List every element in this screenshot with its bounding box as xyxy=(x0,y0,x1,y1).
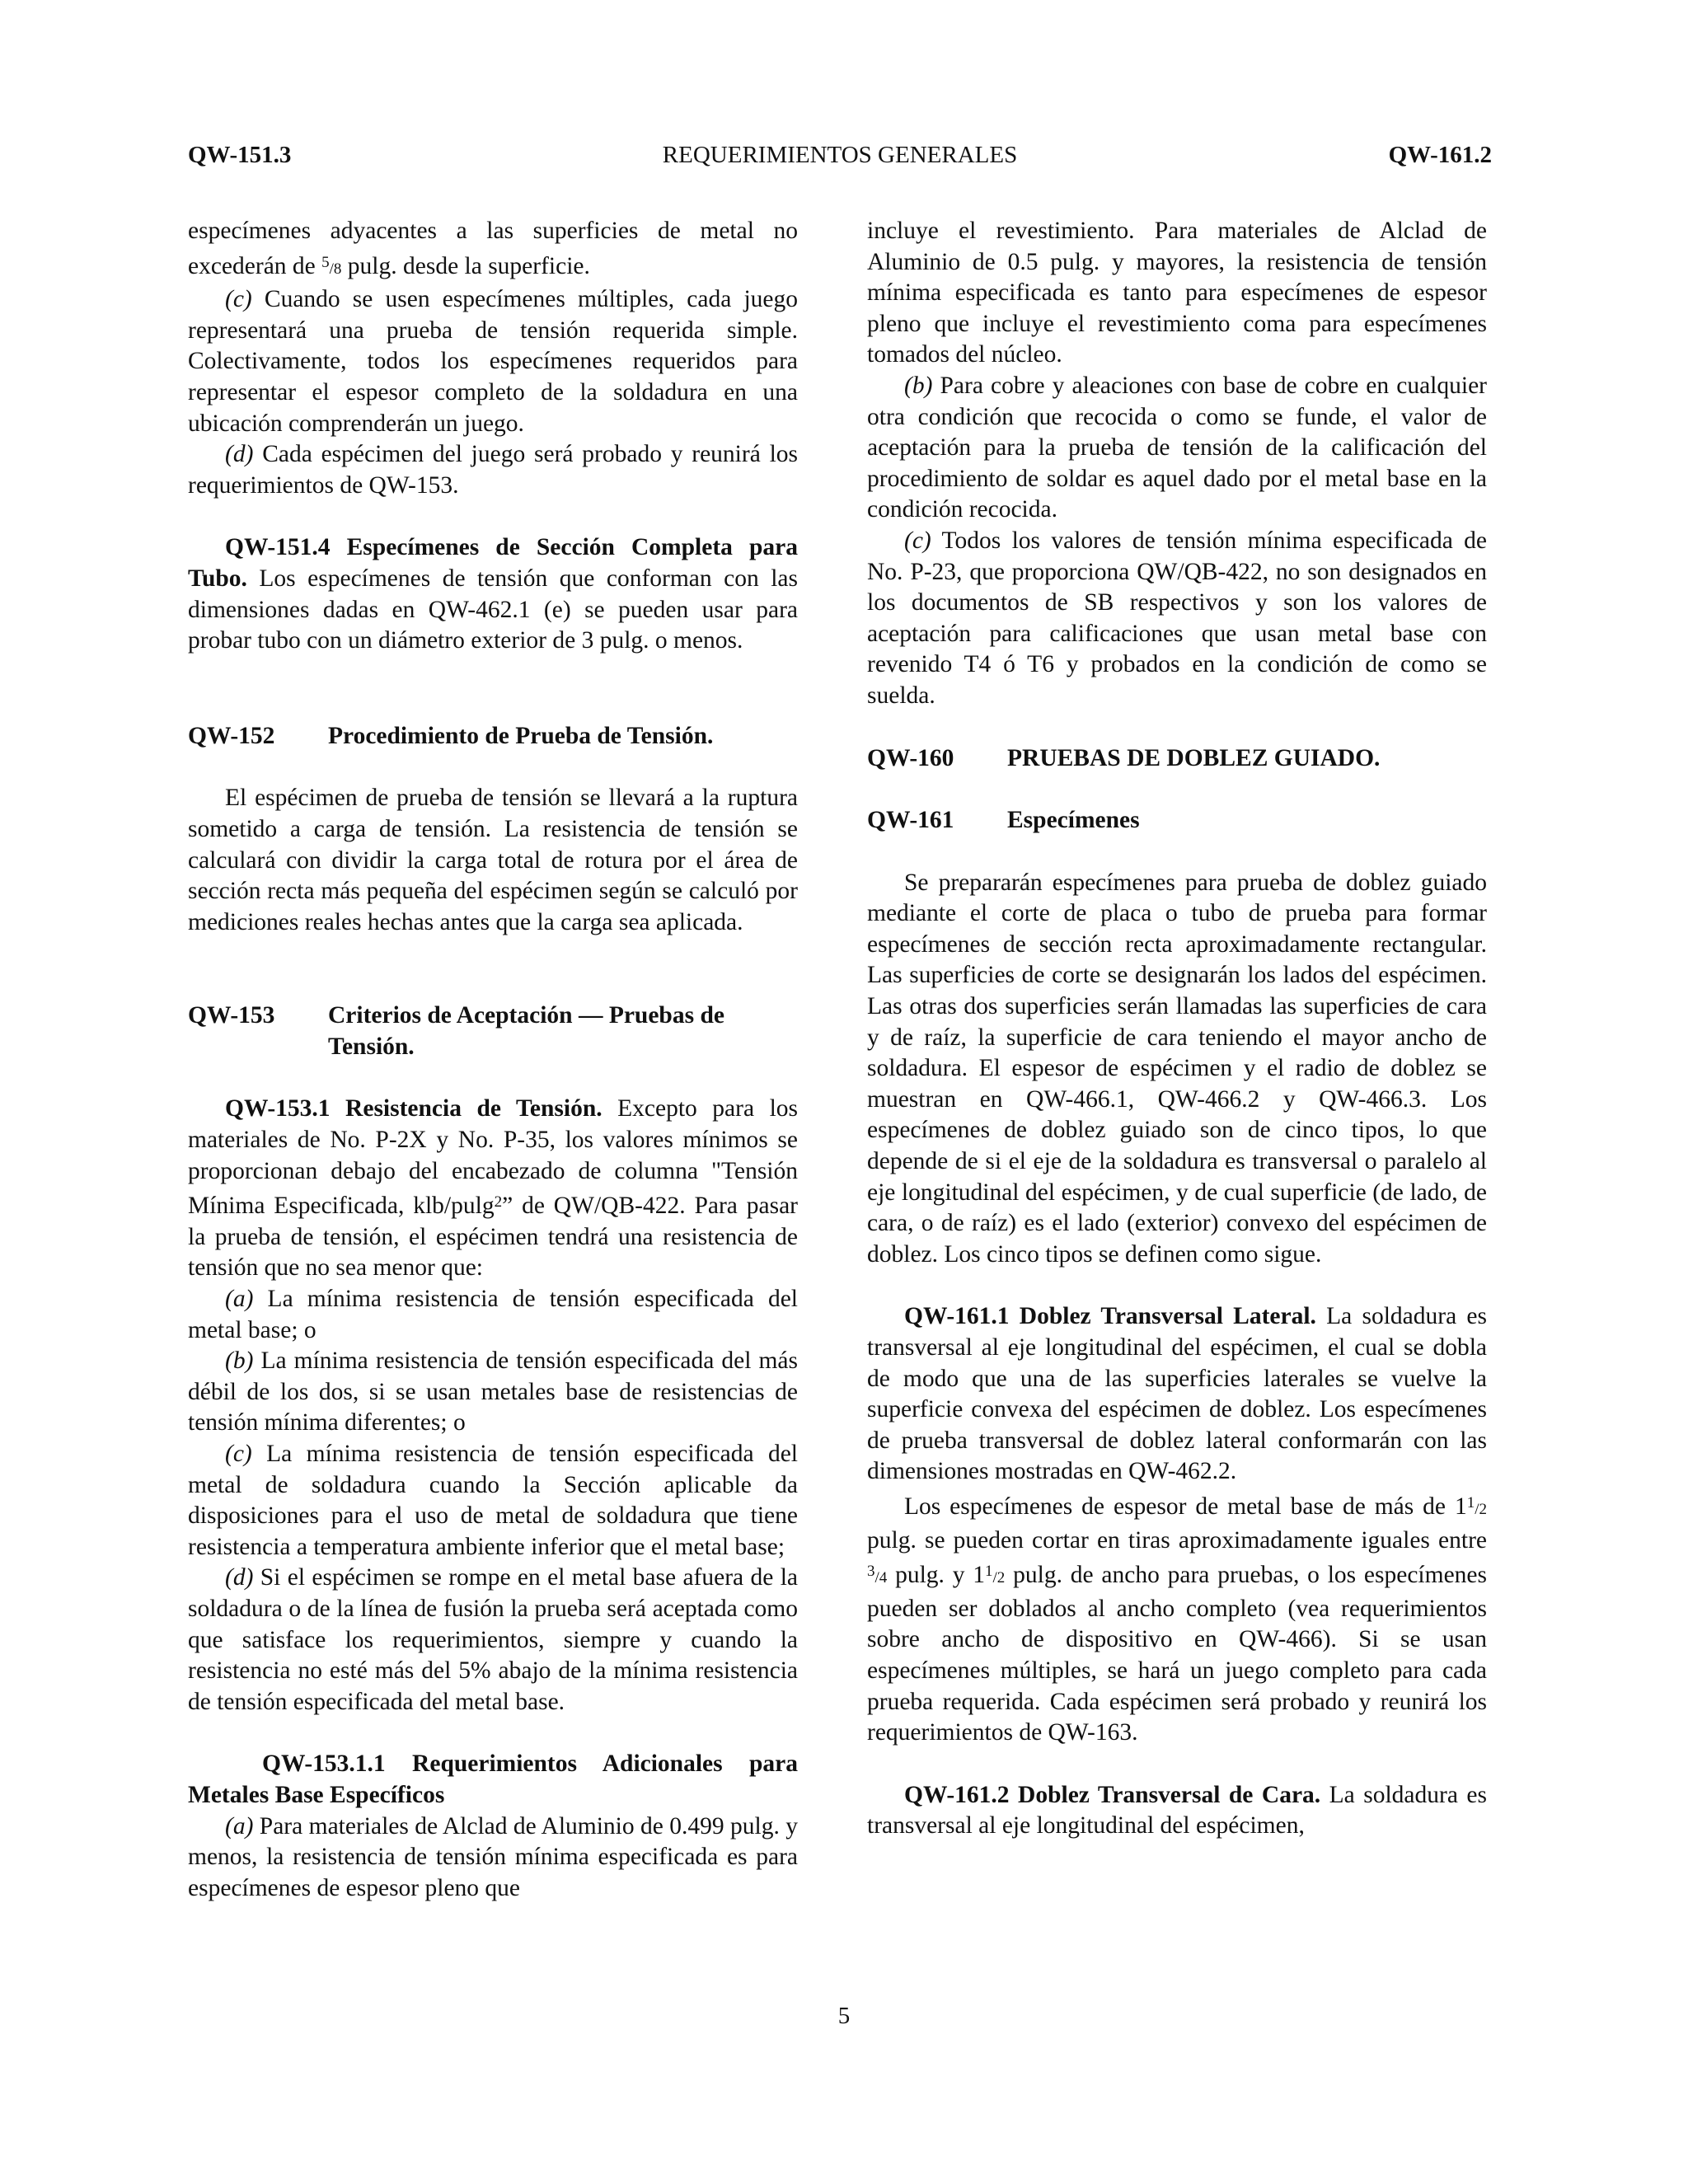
section-qw-161-text: Se prepararán especímenes para prueba de doblez guiado mediante el corte de placa o tubo de prueba para formar especímenes de sección recta aproximadamente rectangular. Las superficies de corte se designarán los lados del espécimen. Las otras dos superficies serán llamadas las superficies de cara y de raíz, la superficie de cara teniendo el mayor ancho de soldadura. El espesor de espécimen y el radio de doblez se muestran en QW-466.1, QW-466.2 y QW-466.3. Los especímenes de doblez guiado son de cinco tipos, lo que depende de si el eje de la soldadura es transversal o paralelo al eje longitudinal del espécimen, y de cual superficie (de lado, de cara, o de raíz) es el lado (exterior) convexo del espécimen de doblez. Los cinco tipos se definen como sigue. xyxy=(867,869,1487,1268)
paragraph-c: (c) Todos los valores de tensión mínima especificada de No. P-23, que proporciona QW/QB-422, no son designados en los documentos de SB respectivos y son los valores de aceptación para calificaciones que usan metal base con revenido T4 ó T6 y probados en la condición de como se suelda. xyxy=(867,527,1487,709)
criterion-a: (a) La mínima resistencia de tensión especificada del metal base; o xyxy=(188,1286,798,1343)
paragraph-d: (d) Cada espécimen del juego será probado y reunirá los requerimientos de QW-153. xyxy=(188,441,798,499)
section-qw-153-1: QW-153.1 Resistencia de Tensión. Excepto para los materiales de No. P-2X y No. P-35, los valores mínimos se proporcionan debajo del encabezado de columna "Tensión Mínima Especificada, klb/pulg$^2$” de QW/QB-422. Para pasar la prueba de tensión, el espécimen tendrá una resistencia de tensión que no sea menor que: xyxy=(188,1095,799,1282)
section-qw-152-text: El espécimen de prueba de tensión se llevará a la ruptura sometido a carga de tensión. La resistencia de tensión se calculará con dividir la carga total de rotura por el área de sección recta más pequeña del espécimen según se calculó por mediciones reales hechas antes que la carga sea aplicada. xyxy=(188,785,798,935)
right-column xyxy=(867,216,1487,1842)
paragraph: especímenes adyacentes a las superficies de metal no excederán de $^5$/8 pulg. desde la superficie. xyxy=(188,218,798,279)
header-left-section-ref: QW-151.3 xyxy=(188,142,292,168)
page-number: 5 xyxy=(837,2003,851,2029)
section-qw-161-heading: QW-161 Especímenes xyxy=(867,807,1140,834)
section-qw-153-1-1-heading: QW-153.1.1 Requerimientos Adicionales para Metales Base Específicos xyxy=(188,1750,798,1808)
section-qw-151-4: QW-151.4 Especímenes de Sección Completa para Tubo. Los especímenes de tensión que conforman con las dimensiones dadas en QW-462.1 (e) se pueden usar para probar tubo con un diámetro exterior de 3 pulg. o menos. xyxy=(188,534,798,654)
criterion-b: (b) La mínima resistencia de tensión especificada del más débil de los dos, si se usan metales base de resistencias de tensión mínima diferentes; o xyxy=(188,1347,798,1436)
paragraph: incluye el revestimiento. Para materiales de Alclad de Aluminio de 0.5 pulg. y mayores, la resistencia de tensión mínima especificada es tanto para especímenes de espesor pleno que incluye el revestimiento coma para especímenes tomados del núcleo. xyxy=(867,218,1487,368)
section-qw-152-heading: QW-152 Procedimiento de Prueba de Tensión. xyxy=(188,722,714,749)
section-qw-161-1-p2: Los especímenes de espesor de metal base de más de $1^1/2$ pulg. se pueden cortar en tiras aproximadamente iguales entre $^3$/4 pulg. y $1^1/2$ pulg. de ancho para pruebas, o los especímenes pueden ser doblados al ancho completo (vea requerimientos sobre ancho de dispositivo en QW-466). Si se usan especímenes múltiples, se hará un juego completo para cada prueba requerida. Cada espécimen será probado y reunirá los requerimientos de QW-163. xyxy=(867,1493,1487,1746)
section-qw-161-2: QW-161.2 Doblez Transversal de Cara. La soldadura es transversal al eje longitudinal del espécimen, xyxy=(867,1781,1488,1840)
page-header xyxy=(188,142,1492,183)
paragraph-c: (c) Cuando se usen especímenes múltiples, cada juego representará una prueba de tensión requerida simple. Colectivamente, todos los especímenes requeridos para representar el espesor completo de la soldadura en una ubicación comprenderán un juego. xyxy=(188,286,798,437)
paragraph-b: (b) Para cobre y aleaciones con base de cobre en cualquier otra condición que recocida o como se funde, el valor de aceptación para la prueba de tensión de la calificación del procedimiento de soldar es aquel dado por el metal base en la condición recocida. xyxy=(867,372,1487,523)
criterion-c: (c) La mínima resistencia de tensión especificada del metal de soldadura cuando la Sección aplicable da disposiciones para el uso de metal de soldadura que tiene resistencia a temperatura ambiente inferior que el metal base; xyxy=(188,1441,798,1560)
section-heading: QW-151.4 Especímenes de Sección Completa para Tubo. xyxy=(188,534,798,592)
section-qw-160-heading: QW-160 PRUEBAS DE DOBLEZ GUIADO. xyxy=(867,744,1381,771)
section-qw-153-heading: QW-153 Criterios de Aceptación — Pruebas de Tensión. xyxy=(188,1002,724,1060)
section-qw-153-1-1-a: (a) Para materiales de Alclad de Aluminio de 0.499 pulg. y menos, la resistencia de tensión mínima especificada es para especímenes de espesor pleno que xyxy=(188,1812,798,1901)
header-title: REQUERIMIENTOS GENERALES xyxy=(662,142,1018,168)
criterion-d: (d) Si el espécimen se rompe en el metal base afuera de la soldadura o de la línea de fusión la prueba será aceptada como que satisface los requerimientos, siempre y cuando la resistencia no esté más del 5% abajo de la mínima resistencia de tensión especificada del metal base. xyxy=(188,1564,798,1715)
section-qw-161-1: QW-161.1 Doblez Transversal Lateral. La soldadura es transversal al eje longitudinal del espécimen, el cual se dobla de modo que una de las superficies laterales se vuelve la superficie convexa del espécimen de doblez. Los especímenes de prueba transversal de doblez lateral conformarán con las dimensiones mostradas en QW-462.2. xyxy=(867,1303,1488,1485)
header-right-section-ref: QW-161.2 xyxy=(1388,142,1492,168)
left-column xyxy=(188,216,798,1904)
